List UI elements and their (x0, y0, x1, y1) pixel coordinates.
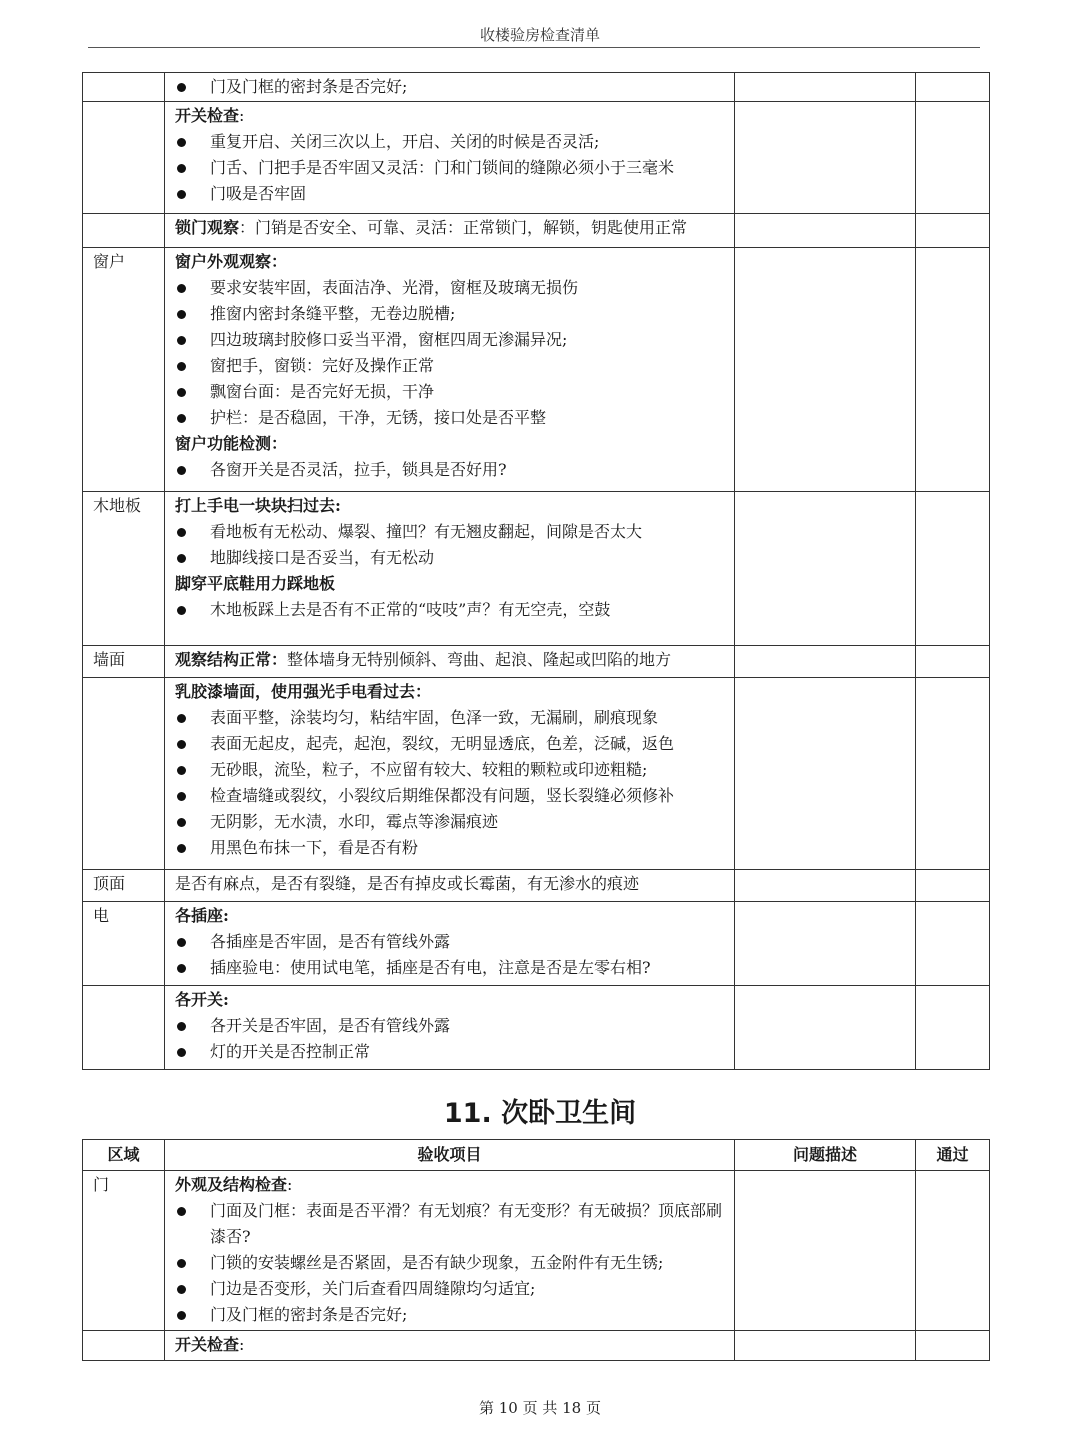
table-row (83, 870, 990, 902)
issue-description-cell[interactable] (735, 492, 916, 646)
subsection-note: : (287, 1175, 293, 1194)
issue-description-cell[interactable] (735, 1171, 916, 1331)
bullet-list (175, 275, 726, 431)
subsection-title: 窗户外观观察： (175, 252, 288, 271)
pass-cell[interactable] (916, 492, 990, 646)
item-text: 是否有麻点，是否有裂缝，是否有掉皮或长霉菌，有无渗水的痕迹 (175, 874, 640, 893)
area-cell (83, 102, 165, 214)
page-footer: 第 10 页 共 18 页 (478, 1399, 601, 1417)
inspection-items-cell (165, 870, 735, 902)
pass-cell[interactable] (916, 646, 990, 678)
bullet-item: 各开关是否牢固，是否有管线外露 (175, 1013, 726, 1039)
bullet-item: 无阴影，无水渍，水印，霉点等渗漏痕迹 (175, 809, 726, 835)
column-header-pass: 通过 (916, 1140, 990, 1171)
bullet-item: 窗把手，窗锁：完好及操作正常 (175, 353, 726, 379)
inspection-items-cell (165, 492, 735, 646)
issue-description-cell[interactable] (735, 73, 916, 102)
subsection-title: 各插座: (175, 906, 229, 925)
bullet-item: 门及门框的密封条是否完好; (175, 74, 726, 100)
subsection-title: 锁门观察 (175, 218, 240, 237)
column-header-issue: 问题描述 (735, 1140, 916, 1171)
bullet-item: 门面及门框：表面是否平滑？有无划痕？有无变形？有无破损？顶底部刷漆否? (175, 1198, 726, 1250)
subsection-heading (175, 903, 726, 929)
column-header-items: 验收项目 (165, 1140, 735, 1171)
bullet-item: 各插座是否牢固，是否有管线外露 (175, 929, 726, 955)
subsection-heading (175, 215, 726, 241)
subsection-heading (175, 1172, 726, 1198)
section-heading: 11. 次卧卫生间 (443, 1098, 637, 1129)
bullet-item: 看地板有无松动、爆裂、撞凹？有无翘皮翻起，间隙是否太大 (175, 519, 726, 545)
bullet-list (175, 929, 726, 981)
bullet-item: 用黑色布抹一下，看是否有粉 (175, 835, 726, 861)
bullet-list (175, 705, 726, 861)
table-row (83, 1171, 990, 1331)
bullet-list (175, 1198, 726, 1328)
area-cell: 木地板 (83, 492, 165, 646)
bullet-item: 门及门框的密封条是否完好; (175, 1302, 726, 1328)
area-cell (83, 73, 165, 102)
area-cell: 窗户 (83, 248, 165, 492)
bullet-item: 地脚线接口是否妥当，有无松动 (175, 545, 726, 571)
pass-cell[interactable] (916, 1171, 990, 1331)
issue-description-cell[interactable] (735, 646, 916, 678)
bullet-item: 检查墙缝或裂纹，小裂纹后期维保都没有问题，竖长裂缝必须修补 (175, 783, 726, 809)
bullet-item: 表面平整，涂装均匀，粘结牢固，色泽一致，无漏刷，刷痕现象 (175, 705, 726, 731)
issue-description-cell[interactable] (735, 214, 916, 248)
inspection-items-cell (165, 986, 735, 1070)
table-row (83, 902, 990, 986)
bullet-item: 门边是否变形，关门后查看四周缝隙均匀适宜; (175, 1276, 726, 1302)
subsection-heading (175, 103, 726, 129)
table-header-row (83, 1140, 990, 1171)
subsection-title: 脚穿平底鞋用力踩地板 (175, 574, 336, 593)
subsection-title: 打上手电一块块扫过去: (175, 496, 341, 515)
bullet-item: 门吸是否牢固 (175, 181, 726, 207)
bullet-item: 插座验电：使用试电笔，插座是否有电，注意是否是左零右相? (175, 955, 726, 981)
bullet-item: 门舌、门把手是否牢固又灵活：门和门锁间的缝隙必须小于三毫米 (175, 155, 726, 181)
inspection-items-cell (165, 102, 735, 214)
subsection-heading (175, 1332, 726, 1358)
pass-cell[interactable] (916, 214, 990, 248)
issue-description-cell[interactable] (735, 870, 916, 902)
subsection-heading (175, 249, 726, 275)
area-cell: 电 (83, 902, 165, 986)
pass-cell[interactable] (916, 73, 990, 102)
subsection-note: : (239, 106, 245, 125)
subsection-heading (175, 571, 726, 597)
bullet-list (175, 457, 726, 483)
area-cell: 墙面 (83, 646, 165, 678)
area-cell: 门 (83, 1171, 165, 1331)
pass-cell[interactable] (916, 986, 990, 1070)
inspection-items-cell (165, 1331, 735, 1361)
inspection-items-cell (165, 1171, 735, 1331)
issue-description-cell[interactable] (735, 678, 916, 870)
table-row (83, 678, 990, 870)
bullet-list (175, 597, 726, 623)
area-cell (83, 1331, 165, 1361)
subsection-note: ：门销是否安全、可靠、灵活：正常锁门，解锁，钥匙使用正常 (239, 218, 688, 237)
inspection-items-cell (165, 214, 735, 248)
subsection-heading (175, 987, 726, 1013)
bullet-item: 灯的开关是否控制正常 (175, 1039, 726, 1065)
inspection-items-cell (165, 646, 735, 678)
bullet-item: 要求安装牢固，表面洁净、光滑，窗框及玻璃无损伤 (175, 275, 726, 301)
checklist-table-continued (82, 72, 990, 1070)
bullet-item: 护栏：是否稳固，干净，无锈，接口处是否平整 (175, 405, 726, 431)
table-row (83, 73, 990, 102)
inspection-items-cell (165, 678, 735, 870)
table-row (83, 492, 990, 646)
bullet-item: 木地板踩上去是否有不正常的“吱吱”声？有无空壳，空鼓 (175, 597, 726, 623)
inspection-items-cell (165, 248, 735, 492)
issue-description-cell[interactable] (735, 986, 916, 1070)
issue-description-cell[interactable] (735, 902, 916, 986)
subsection-title: 各开关: (175, 990, 229, 1009)
subsection-title: 乳胶漆墙面，使用强光手电看过去： (175, 682, 432, 701)
bullet-list (175, 1013, 726, 1065)
issue-description-cell[interactable] (735, 248, 916, 492)
page-header-title: 收楼验房检查清单 (479, 26, 600, 44)
bullet-item: 飘窗台面：是否完好无损，干净 (175, 379, 726, 405)
inspection-items-cell (165, 902, 735, 986)
issue-description-cell[interactable] (735, 102, 916, 214)
table-row (83, 102, 990, 214)
pass-cell[interactable] (916, 902, 990, 986)
bullet-item: 无砂眼，流坠，粒子，不应留有较大、较粗的颗粒或印迹粗糙; (175, 757, 726, 783)
subsection-heading (175, 647, 726, 673)
pass-cell[interactable] (916, 678, 990, 870)
area-cell (83, 678, 165, 870)
table-row (83, 248, 990, 492)
subsection-title: 窗户功能检测： (175, 434, 288, 453)
subsection-title: 外观及结构检查 (175, 1175, 288, 1194)
bullet-item: 表面无起皮，起壳，起泡，裂纹，无明显透底，色差，泛碱，返色 (175, 731, 726, 757)
bullet-item: 四边玻璃封胶修口妥当平滑，窗框四周无渗漏异况; (175, 327, 726, 353)
subsection-heading (175, 431, 726, 457)
bullet-item: 门锁的安装螺丝是否紧固，是否有缺少现象，五金附件有无生锈; (175, 1250, 726, 1276)
inspection-items-cell (165, 73, 735, 102)
bullet-item: 推窗内密封条缝平整，无卷边脱槽; (175, 301, 726, 327)
subsection-heading (175, 493, 726, 519)
pass-cell[interactable] (916, 248, 990, 492)
table-row (83, 1331, 990, 1361)
bullet-list (175, 74, 726, 100)
bullet-item: 各窗开关是否灵活，拉手，锁具是否好用? (175, 457, 726, 483)
pass-cell[interactable] (916, 1331, 990, 1361)
header-divider (88, 47, 980, 48)
subsection-title: 开关检查 (175, 106, 240, 125)
bullet-list (175, 519, 726, 571)
table-row (83, 986, 990, 1070)
subsection-note: : (239, 1335, 245, 1354)
bullet-list (175, 129, 726, 207)
subsection-note: 整体墙身无特别倾斜、弯曲、起浪、隆起或凹陷的地方 (287, 650, 672, 669)
column-header-area: 区域 (83, 1140, 165, 1171)
pass-cell[interactable] (916, 102, 990, 214)
table-row (83, 214, 990, 248)
subsection-heading (175, 679, 726, 705)
issue-description-cell[interactable] (735, 1331, 916, 1361)
area-cell (83, 986, 165, 1070)
checklist-table-bathroom (82, 1139, 990, 1361)
table-row (83, 646, 990, 678)
subsection-title: 观察结构正常： (175, 650, 288, 669)
bullet-item: 重复开启、关闭三次以上，开启、关闭的时候是否灵活; (175, 129, 726, 155)
subsection-title: 开关检查 (175, 1335, 240, 1354)
area-cell: 顶面 (83, 870, 165, 902)
area-cell (83, 214, 165, 248)
pass-cell[interactable] (916, 870, 990, 902)
